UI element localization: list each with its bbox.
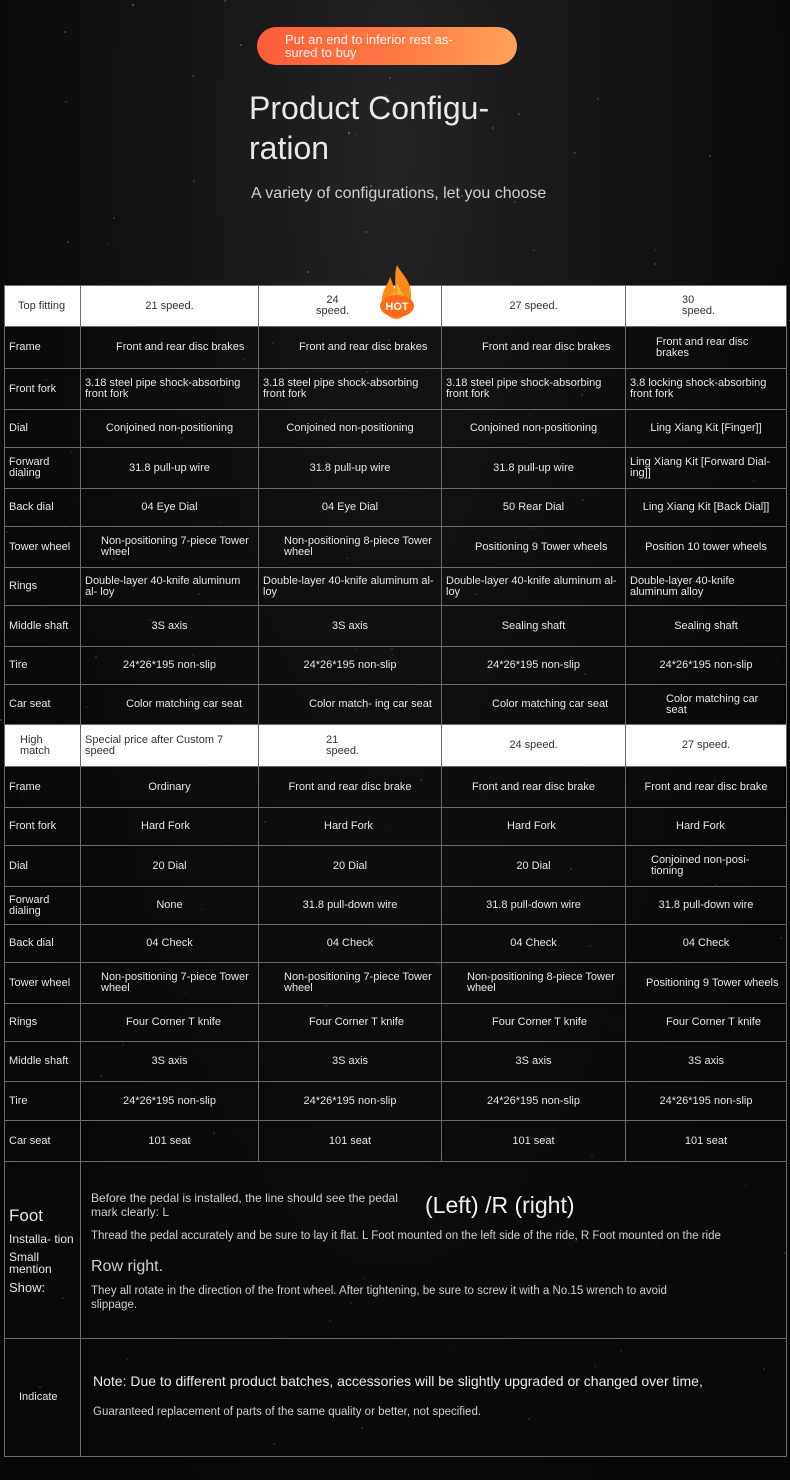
spec-cell: 50 Rear Dial	[442, 489, 626, 527]
spec-cell: Ordinary	[81, 767, 259, 808]
row-label: Tower wheel	[5, 527, 81, 568]
top-fitting-row	[5, 606, 787, 647]
row-label: Dial	[5, 410, 81, 448]
configuration-table	[4, 285, 787, 1457]
spec-cell: Positioning 9 Tower wheels	[626, 963, 787, 1004]
high-match-row	[5, 887, 787, 925]
spec-cell: Sealing shaft	[626, 606, 787, 647]
row-label: Tire	[5, 1082, 81, 1121]
spec-cell: Front and rear disc brake	[626, 767, 787, 808]
spec-cell: Double-layer 40-knife aluminum al- loy	[259, 568, 442, 606]
spec-cell: Conjoined non-positioning	[442, 410, 626, 448]
spec-cell: Color matching car seat	[626, 685, 787, 725]
foot-label-line: Show:	[9, 1279, 46, 1295]
foot-note-line: (Left) /R (right)	[425, 1192, 575, 1218]
indicate-line: Guaranteed replacement of parts of the same quality or better, not specified.	[93, 1406, 482, 1418]
spec-cell: Non-positioning 7-piece Tower wheel	[81, 527, 259, 568]
spec-cell: 31.8 pull-up wire	[259, 448, 442, 489]
spec-cell: 24*26*195 non-slip	[259, 647, 442, 685]
spec-cell: Front and rear disc brakes	[626, 327, 787, 369]
spec-cell: Hard Fork	[626, 808, 787, 846]
row-label: Middle shaft	[5, 606, 81, 647]
spec-cell: 24*26*195 non-slip	[81, 1082, 259, 1121]
spec-cell: 24*26*195 non-slip	[626, 647, 787, 685]
spec-cell: 101 seat	[442, 1121, 626, 1162]
spec-cell: Front and rear disc brake	[442, 767, 626, 808]
spec-cell: 3.8 locking shock-absorbing front fork	[626, 369, 787, 410]
top-fitting-row	[5, 647, 787, 685]
row-label: Frame	[5, 327, 81, 369]
hot-flame-icon	[378, 263, 416, 321]
foot-label-line: Small mention	[9, 1249, 52, 1276]
foot-note-line: Thread the pedal accurately and be sure to lay it flat. L Foot mounted on the left side of the ride, R Foot mounted on the ride	[91, 1230, 721, 1242]
row-label: Dial	[5, 846, 81, 887]
high-match-row	[5, 808, 787, 846]
section-label: High match	[5, 725, 81, 767]
top-fitting-row	[5, 568, 787, 606]
spec-cell: Sealing shaft	[442, 606, 626, 647]
row-label: Frame	[5, 767, 81, 808]
high-match-row	[5, 767, 787, 808]
spec-cell: Non-positioning 7-piece Tower wheel	[81, 963, 259, 1004]
spec-cell: Color matching car seat	[442, 685, 626, 725]
page-subtitle: A variety of configurations, let you choose	[251, 185, 547, 202]
foot-note-line: Row right.	[91, 1258, 164, 1275]
spec-cell: 3S axis	[259, 606, 442, 647]
spec-cell: Conjoined non-positioning	[81, 410, 259, 448]
high-match-row	[5, 1082, 787, 1121]
spec-cell: 04 Check	[259, 925, 442, 963]
high-match-row	[5, 925, 787, 963]
indicate-notes	[81, 1339, 787, 1457]
high-match-row	[5, 1042, 787, 1082]
foot-note-line: Before the pedal is installed, the line should see the pedal mark clearly: L	[91, 1191, 398, 1219]
spec-cell: 24*26*195 non-slip	[442, 647, 626, 685]
foot-installation-label	[5, 1162, 81, 1339]
row-label: Back dial	[5, 489, 81, 527]
spec-cell: 31.8 pull-down wire	[442, 887, 626, 925]
spec-cell: Four Corner T knife	[81, 1004, 259, 1042]
spec-cell: 3S axis	[81, 606, 259, 647]
spec-cell: 3S axis	[626, 1042, 787, 1082]
spec-cell: Hard Fork	[259, 808, 442, 846]
row-label: Forward dialing	[5, 448, 81, 489]
spec-cell: 20 Dial	[81, 846, 259, 887]
top-fitting-row	[5, 685, 787, 725]
spec-cell: 04 Check	[442, 925, 626, 963]
column-header: Special price after Custom 7 speed	[81, 725, 259, 767]
column-header: 21 speed.	[81, 286, 259, 327]
spec-cell: Double-layer 40-knife aluminum al- loy	[442, 568, 626, 606]
foot-label-line: Foot	[9, 1205, 44, 1225]
page-title: Product Configu- ration	[249, 90, 490, 166]
spec-cell: 31.8 pull-down wire	[259, 887, 442, 925]
spec-cell: Front and rear disc brakes	[259, 327, 442, 369]
row-label: Front fork	[5, 369, 81, 410]
spec-cell: 04 Eye Dial	[81, 489, 259, 527]
top-fitting-row	[5, 448, 787, 489]
high-match-row	[5, 963, 787, 1004]
spec-cell: Double-layer 40-knife aluminum alloy	[626, 568, 787, 606]
spec-cell: 31.8 pull-up wire	[81, 448, 259, 489]
row-label: Car seat	[5, 685, 81, 725]
spec-cell: 3S axis	[442, 1042, 626, 1082]
high-match-row	[5, 1121, 787, 1162]
indicate-label: Indicate	[5, 1339, 81, 1457]
row-label: Tower wheel	[5, 963, 81, 1004]
high-match-row	[5, 846, 787, 887]
row-label: Back dial	[5, 925, 81, 963]
spec-cell: 20 Dial	[259, 846, 442, 887]
column-header: 30 speed.	[626, 286, 787, 327]
column-header: 27 speed.	[442, 286, 626, 327]
spec-cell: 3S axis	[81, 1042, 259, 1082]
spec-cell: Hard Fork	[442, 808, 626, 846]
spec-cell: 31.8 pull-up wire	[442, 448, 626, 489]
spec-cell: Color matching car seat	[81, 685, 259, 725]
top-fitting-row	[5, 327, 787, 369]
spec-cell: 24*26*195 non-slip	[442, 1082, 626, 1121]
spec-cell: 101 seat	[626, 1121, 787, 1162]
spec-cell: Hard Fork	[81, 808, 259, 846]
spec-cell: Position 10 tower wheels	[626, 527, 787, 568]
row-label: Car seat	[5, 1121, 81, 1162]
spec-cell: 04 Eye Dial	[259, 489, 442, 527]
spec-cell: 24*26*195 non-slip	[81, 647, 259, 685]
high-match-row	[5, 1004, 787, 1042]
spec-cell: Conjoined non-positioning	[259, 410, 442, 448]
foot-installation-row	[5, 1162, 787, 1339]
section-label: Top fitting	[5, 286, 81, 327]
spec-cell: 3.18 steel pipe shock-absorbing front fork	[442, 369, 626, 410]
row-label: Tire	[5, 647, 81, 685]
spec-cell: 3.18 steel pipe shock-absorbing front fork	[259, 369, 442, 410]
spec-cell: Four Corner T knife	[259, 1004, 442, 1042]
spec-cell: 3S axis	[259, 1042, 442, 1082]
spec-cell: Color match- ing car seat	[259, 685, 442, 725]
spec-cell: Front and rear disc brake	[259, 767, 442, 808]
foot-note-line: They all rotate in the direction of the front wheel. After tightening, be sure to screw it with a No.15 wrench to avoid slippage.	[91, 1285, 667, 1311]
high-match-header-row	[5, 725, 787, 767]
spec-cell: 101 seat	[259, 1121, 442, 1162]
row-label: Middle shaft	[5, 1042, 81, 1082]
spec-cell: Double-layer 40-knife aluminum al- loy	[81, 568, 259, 606]
top-fitting-row	[5, 410, 787, 448]
spec-cell: 20 Dial	[442, 846, 626, 887]
column-header: 24 speed.	[259, 286, 442, 327]
spec-cell: Ling Xiang Kit [Forward Dial- ing]]	[626, 448, 787, 489]
spec-cell: Four Corner T knife	[626, 1004, 787, 1042]
spec-cell: Positioning 9 Tower wheels	[442, 527, 626, 568]
row-label: Rings	[5, 1004, 81, 1042]
spec-cell: 24*26*195 non-slip	[626, 1082, 787, 1121]
top-fitting-row	[5, 369, 787, 410]
spec-cell: Four Corner T knife	[442, 1004, 626, 1042]
column-header: 27 speed.	[626, 725, 787, 767]
spec-cell: Non-positioning 7-piece Tower wheel	[259, 963, 442, 1004]
foot-installation-notes	[81, 1162, 787, 1339]
spec-cell: Front and rear disc brakes	[81, 327, 259, 369]
spec-cell: 24*26*195 non-slip	[259, 1082, 442, 1121]
spec-cell: 31.8 pull-down wire	[626, 887, 787, 925]
row-label: Rings	[5, 568, 81, 606]
hot-badge-text: HOT	[385, 301, 409, 313]
top-fitting-row	[5, 527, 787, 568]
top-fitting-row	[5, 489, 787, 527]
spec-cell: 04 Check	[626, 925, 787, 963]
spec-cell: None	[81, 887, 259, 925]
spec-cell: Conjoined non-posi- tioning	[626, 846, 787, 887]
column-header: 24 speed.	[442, 725, 626, 767]
spec-cell: 04 Check	[81, 925, 259, 963]
column-header: 21 speed.	[259, 725, 442, 767]
foot-label-line: Installa- tion	[9, 1231, 74, 1246]
row-label: Forward dialing	[5, 887, 81, 925]
indicate-row	[5, 1339, 787, 1457]
indicate-line: Note: Due to different product batches, accessories will be slightly upgraded or changed over time,	[93, 1373, 703, 1389]
row-label: Front fork	[5, 808, 81, 846]
spec-cell: Ling Xiang Kit [Finger]]	[626, 410, 787, 448]
spec-cell: Non-positioning 8-piece Tower wheel	[259, 527, 442, 568]
spec-cell: Non-positioning 8-piece Tower wheel	[442, 963, 626, 1004]
spec-cell: 101 seat	[81, 1121, 259, 1162]
spec-cell: 3.18 steel pipe shock-absorbing front fork	[81, 369, 259, 410]
spec-cell: Ling Xiang Kit [Back Dial]]	[626, 489, 787, 527]
spec-cell: Front and rear disc brakes	[442, 327, 626, 369]
promo-banner: Put an end to inferior rest as- sured to buy	[257, 27, 517, 65]
